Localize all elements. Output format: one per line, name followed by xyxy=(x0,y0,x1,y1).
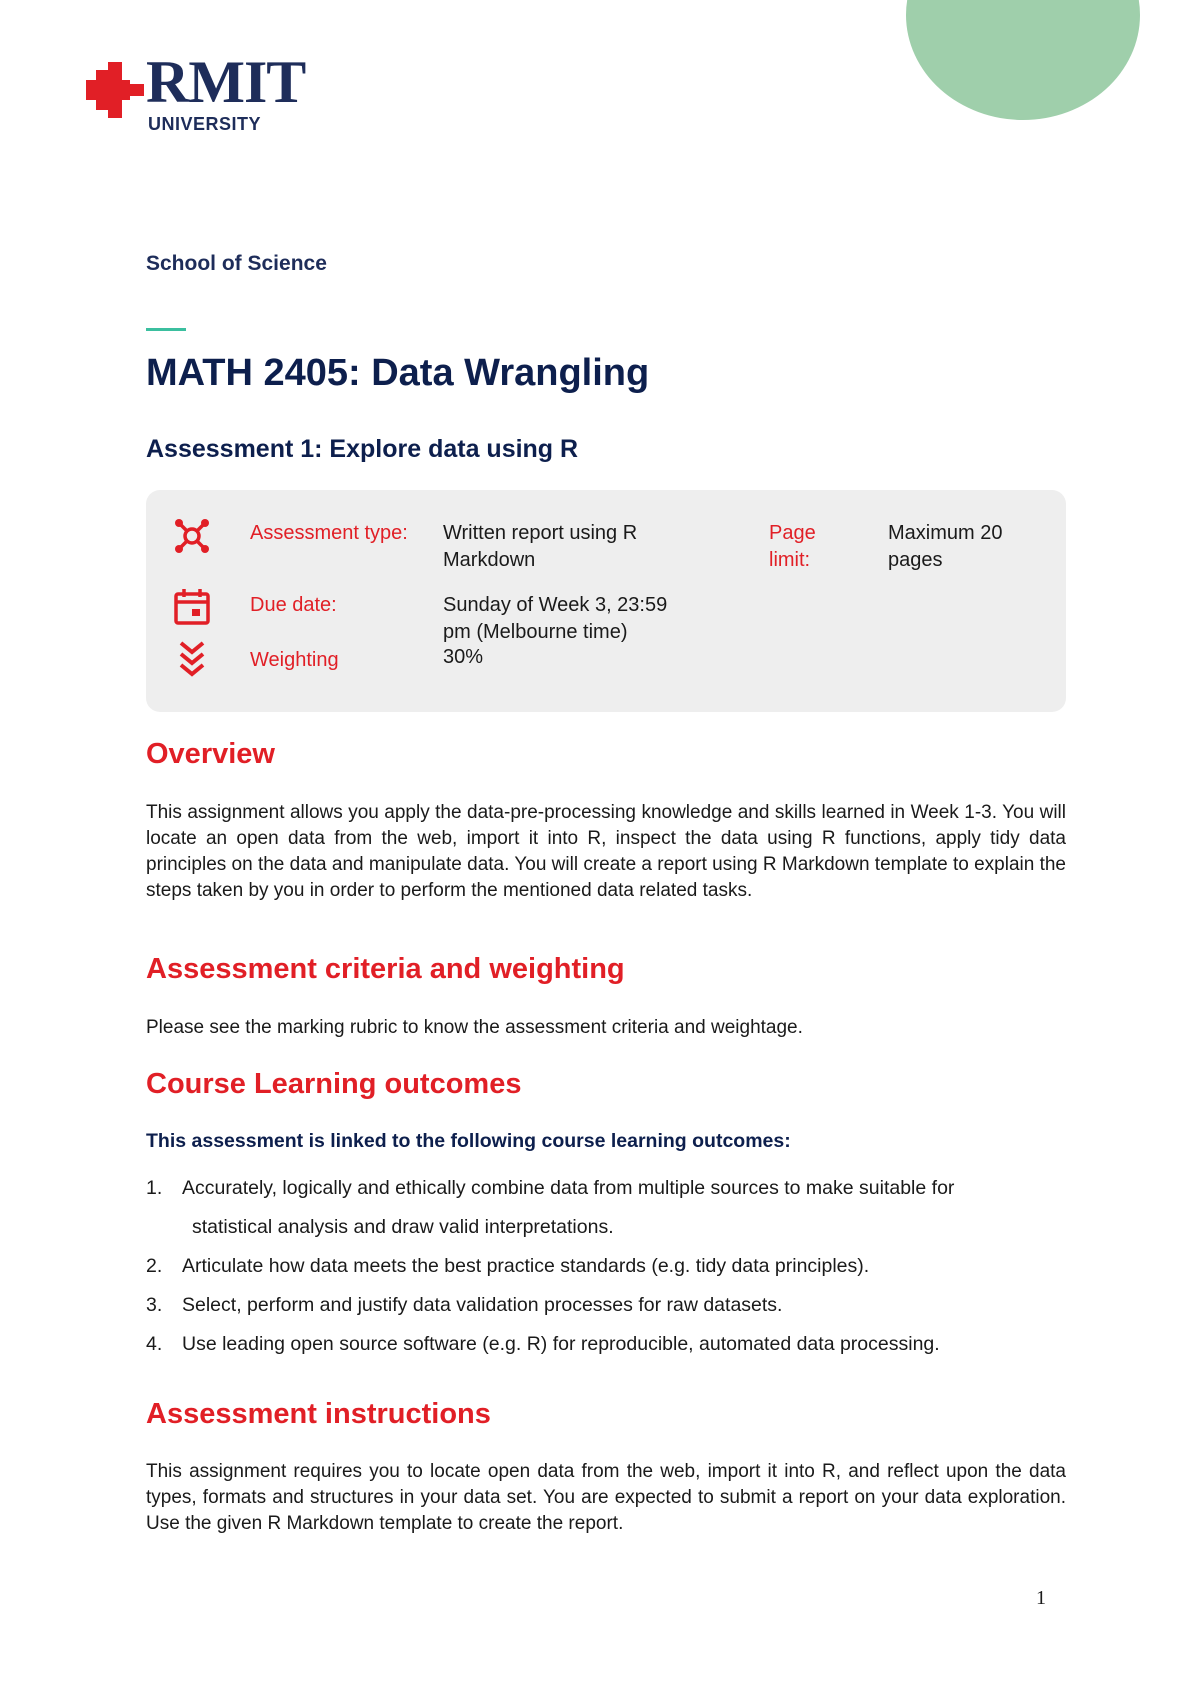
due-date-label: Due date: xyxy=(250,594,337,616)
list-item xyxy=(146,1286,1066,1325)
instructions-heading: Assessment instructions xyxy=(146,1398,491,1430)
calendar-icon xyxy=(172,587,212,627)
course-title: MATH 2405: Data Wrangling xyxy=(146,352,650,394)
overview-heading: Overview xyxy=(146,738,275,770)
rmit-logo xyxy=(86,49,306,140)
weighting-label: Weighting xyxy=(250,649,339,671)
instructions-body: This assignment requires you to locate open data from the web, import it into R, and reflect upon the data types, formats and structures in your data set. You are expected to submit a report on your data exploration. Use the given R Markdown template to create the report. xyxy=(146,1461,1066,1534)
list-item-text: Accurately, logically and ethically combine data from multiple sources to make suitable for xyxy=(182,1177,955,1199)
outcomes-heading: Course Learning outcomes xyxy=(146,1068,522,1100)
assessment-info-box xyxy=(146,490,1066,712)
list-item-text: Articulate how data meets the best practice standards (e.g. tidy data principles). xyxy=(182,1255,870,1277)
outcomes-list xyxy=(146,1169,1066,1364)
list-item xyxy=(146,1247,1066,1286)
list-item-number: 3. xyxy=(146,1294,163,1316)
network-icon xyxy=(172,516,212,556)
outcomes-subheading: This assessment is linked to the following course learning outcomes: xyxy=(146,1130,791,1152)
criteria-body: Please see the marking rubric to know the assessment criteria and weightage. xyxy=(146,1017,803,1038)
list-item-text-continued: statistical analysis and draw valid interpretations. xyxy=(192,1216,614,1238)
assessment-type-value-line1: Written report using R xyxy=(443,522,638,544)
list-item-text: Select, perform and justify data validation processes for raw datasets. xyxy=(182,1294,783,1316)
list-item-number: 1. xyxy=(146,1177,163,1199)
page-number: 1 xyxy=(1036,1587,1046,1609)
rmit-pixel-mark-icon xyxy=(86,62,144,118)
page-limit-label-line2: limit: xyxy=(769,549,811,571)
logo-wordmark: RMIT xyxy=(146,49,306,115)
decorative-circle xyxy=(906,0,1140,120)
criteria-heading: Assessment criteria and weighting xyxy=(146,953,625,985)
overview-body: This assignment allows you apply the data-pre-processing knowledge and skills learned in Week 1-3. You will locate an open data from the web, import it into R, inspect the data using R functions, apply tidy data principles on the data and manipulate data. You will create a report using R Markdown template to explain the steps taken by you in order to perform the mentioned data related tasks. xyxy=(146,802,1066,901)
due-date-value-line1: Sunday of Week 3, 23:59 xyxy=(443,594,668,616)
list-item xyxy=(146,1169,1066,1247)
logo-subtext: UNIVERSITY xyxy=(148,114,262,134)
list-item-text: Use leading open source software (e.g. R) for reproducible, automated data processing. xyxy=(182,1333,940,1355)
due-date-value-line2: pm (Melbourne time) xyxy=(443,621,628,643)
page-limit-value-line2: pages xyxy=(888,549,943,571)
accent-dash xyxy=(146,328,186,331)
list-item xyxy=(146,1325,1066,1364)
page-limit-value-line1: Maximum 20 xyxy=(888,522,1003,544)
school-name: School of Science xyxy=(146,252,327,275)
page-limit-label-line1: Page xyxy=(769,522,816,544)
assessment-type-value-line2: Markdown xyxy=(443,549,536,571)
list-item-number: 2. xyxy=(146,1255,163,1277)
list-item-number: 4. xyxy=(146,1333,163,1355)
chevrons-down-icon xyxy=(172,638,212,678)
weighting-value: 30% xyxy=(443,646,484,668)
assessment-title: Assessment 1: Explore data using R xyxy=(146,435,579,463)
assessment-type-label: Assessment type: xyxy=(250,522,408,544)
